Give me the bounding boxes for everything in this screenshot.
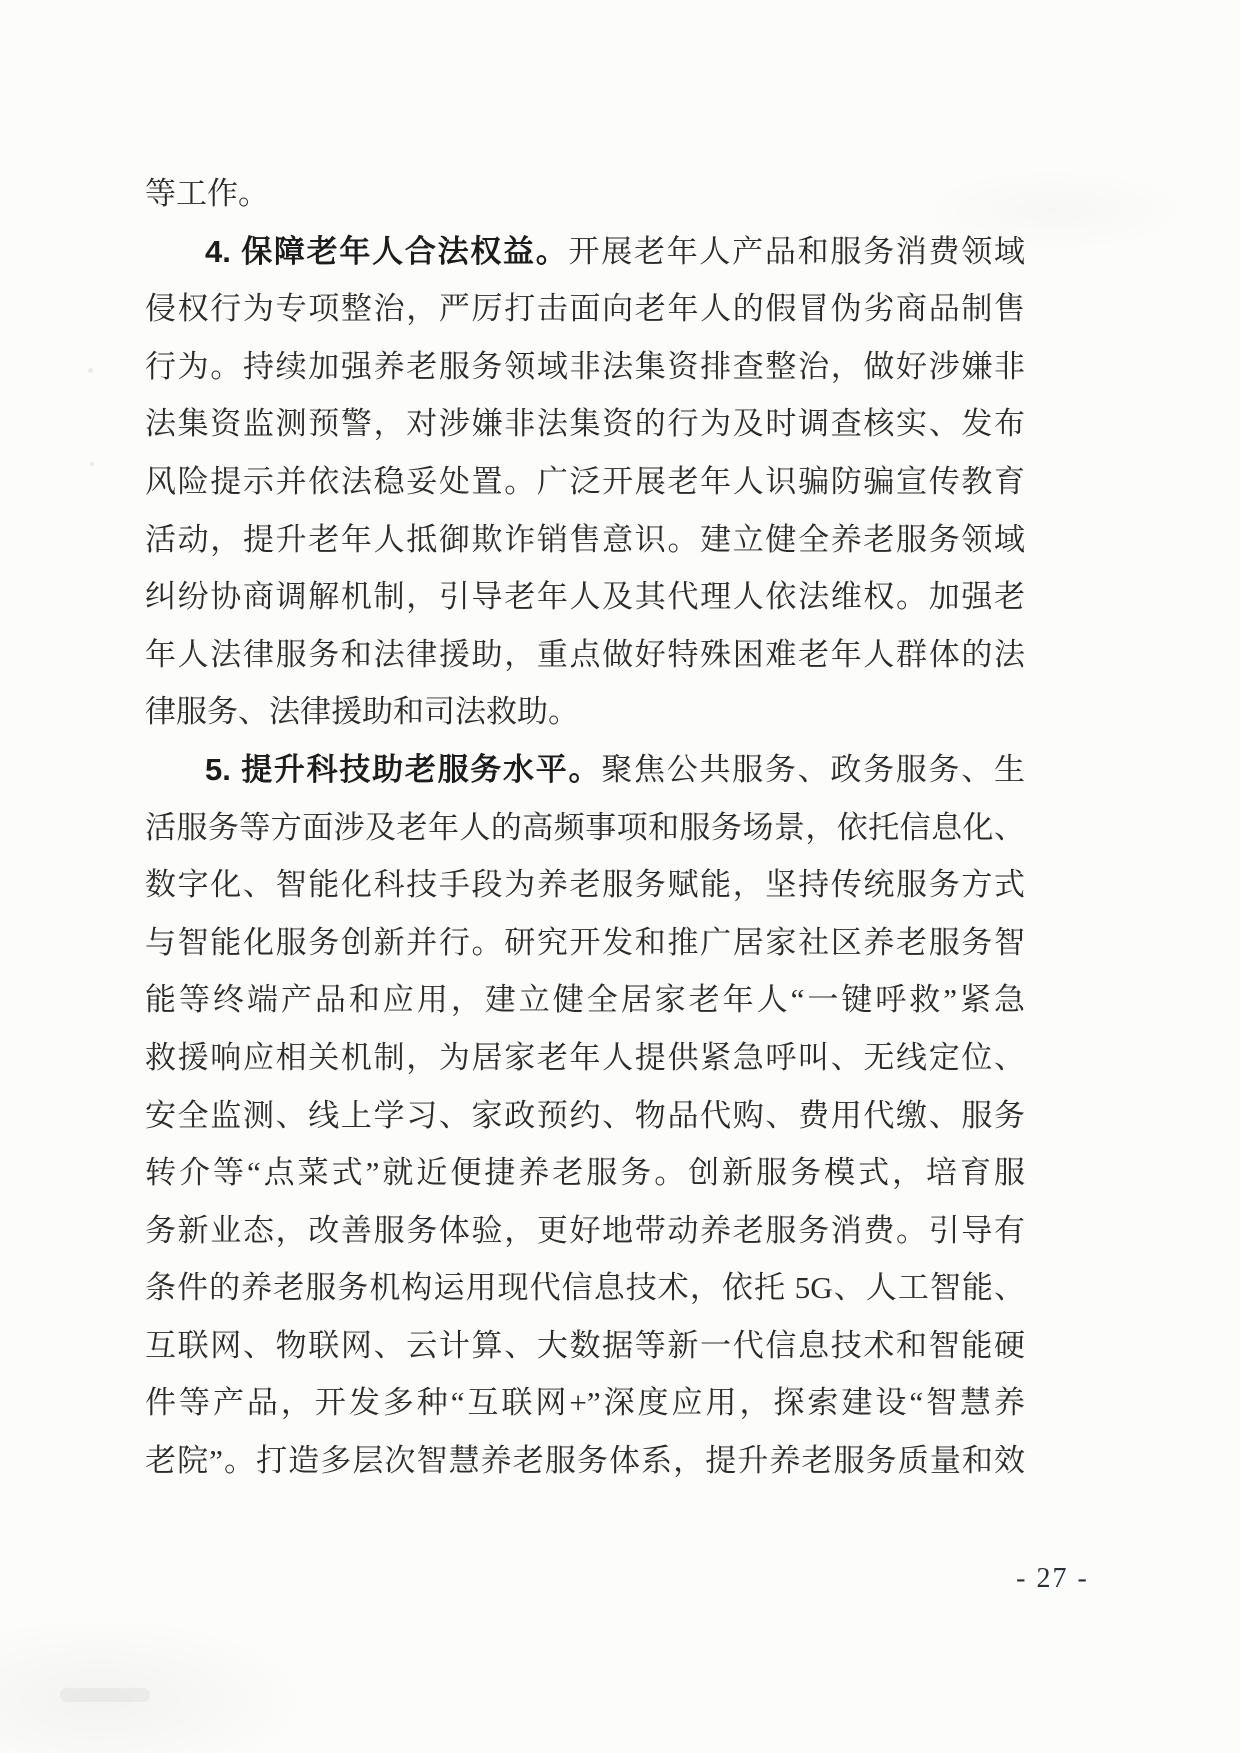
page-number: - 27 - [1016, 1563, 1089, 1594]
text-line [145, 338, 1025, 396]
text-run: 年人法律服务和法律援助，重点做好特殊困难老年人群体的法 [145, 636, 1025, 672]
text-run: 件等产品，开发多种“互联网+”深度应用，探索建设“智慧养 [145, 1385, 1025, 1421]
text-line [145, 626, 1025, 684]
text-run: 行为。持续加强养老服务领域非法集资排查整治，做好涉嫌非 [145, 348, 1025, 384]
text-line [145, 280, 1025, 338]
text-run: 侵权行为专项整治，严厉打击面向老年人的假冒伪劣商品制售 [145, 291, 1025, 327]
text-run: 活动，提升老年人抵御欺诈销售意识。建立健全养老服务领域 [145, 521, 1025, 557]
text-run: 老院”。打造多层次智慧养老服务体系，提升养老服务质量和效 [145, 1443, 1025, 1479]
text-line [145, 971, 1025, 1029]
text-run: 等工作。 [145, 176, 269, 211]
text-line [145, 1374, 1025, 1432]
text-line [145, 1202, 1025, 1260]
text-run: 法集资监测预警，对涉嫌非法集资的行为及时调查核实、发布 [145, 406, 1025, 442]
text-line [145, 1029, 1025, 1087]
text-run: 与智能化服务创新并行。研究开发和推广居家社区养老服务智 [145, 924, 1025, 960]
text-line [145, 223, 1025, 281]
paragraph-5-heading: 5. 提升科技助老服务水平。 [205, 751, 602, 787]
text-line [145, 683, 1025, 741]
text-run: 纠纷协商调解机制，引导老年人及其代理人依法维权。加强老 [145, 579, 1025, 615]
text-line [145, 165, 1025, 223]
text-run: 条件的养老服务机构运用现代信息技术，依托 5G、人工智能、 [145, 1270, 1025, 1306]
text-line [145, 914, 1025, 972]
text-run: 活服务等方面涉及老年人的高频事项和服务场景，依托信息化、 [145, 809, 1025, 845]
text-run: 风险提示并依法稳妥处置。广泛开展老年人识骗防骗宣传教育 [145, 463, 1025, 499]
text-line [145, 1087, 1025, 1145]
scan-speck [90, 462, 94, 466]
body-text [145, 165, 1025, 1490]
text-line [145, 856, 1025, 914]
text-line [145, 741, 1025, 799]
text-line [145, 453, 1025, 511]
text-line [145, 568, 1025, 626]
text-run: 律服务、法律援助和司法救助。 [145, 694, 579, 730]
text-run: 安全监测、线上学习、家政预约、物品代购、费用代缴、服务 [145, 1097, 1025, 1133]
text-line [145, 1317, 1025, 1375]
scan-speck [88, 368, 93, 373]
text-line [145, 1432, 1025, 1490]
text-run: 能等终端产品和应用，建立健全居家老年人“一键呼救”紧急 [145, 982, 1025, 1018]
text-run: 转介等“点菜式”就近便捷养老服务。创新服务模式，培育服 [145, 1155, 1025, 1191]
scan-smudge [60, 1688, 150, 1702]
text-line [145, 511, 1025, 569]
text-line [145, 1144, 1025, 1202]
text-run: 务新业态，改善服务体验，更好地带动养老服务消费。引导有 [145, 1212, 1025, 1248]
text-line [145, 395, 1025, 453]
text-run: 聚焦公共服务、政务服务、生 [601, 751, 1025, 787]
text-run: 互联网、物联网、云计算、大数据等新一代信息技术和智能硬 [145, 1327, 1025, 1363]
text-line [145, 799, 1025, 857]
text-run: 开展老年人产品和服务消费领域 [568, 233, 1026, 269]
paragraph-4-heading: 4. 保障老年人合法权益。 [205, 233, 569, 269]
text-line [145, 1259, 1025, 1317]
text-run: 救援响应相关机制，为居家老年人提供紧急呼叫、无线定位、 [145, 1039, 1025, 1075]
text-run: 数字化、智能化科技手段为养老服务赋能，坚持传统服务方式 [145, 867, 1025, 903]
